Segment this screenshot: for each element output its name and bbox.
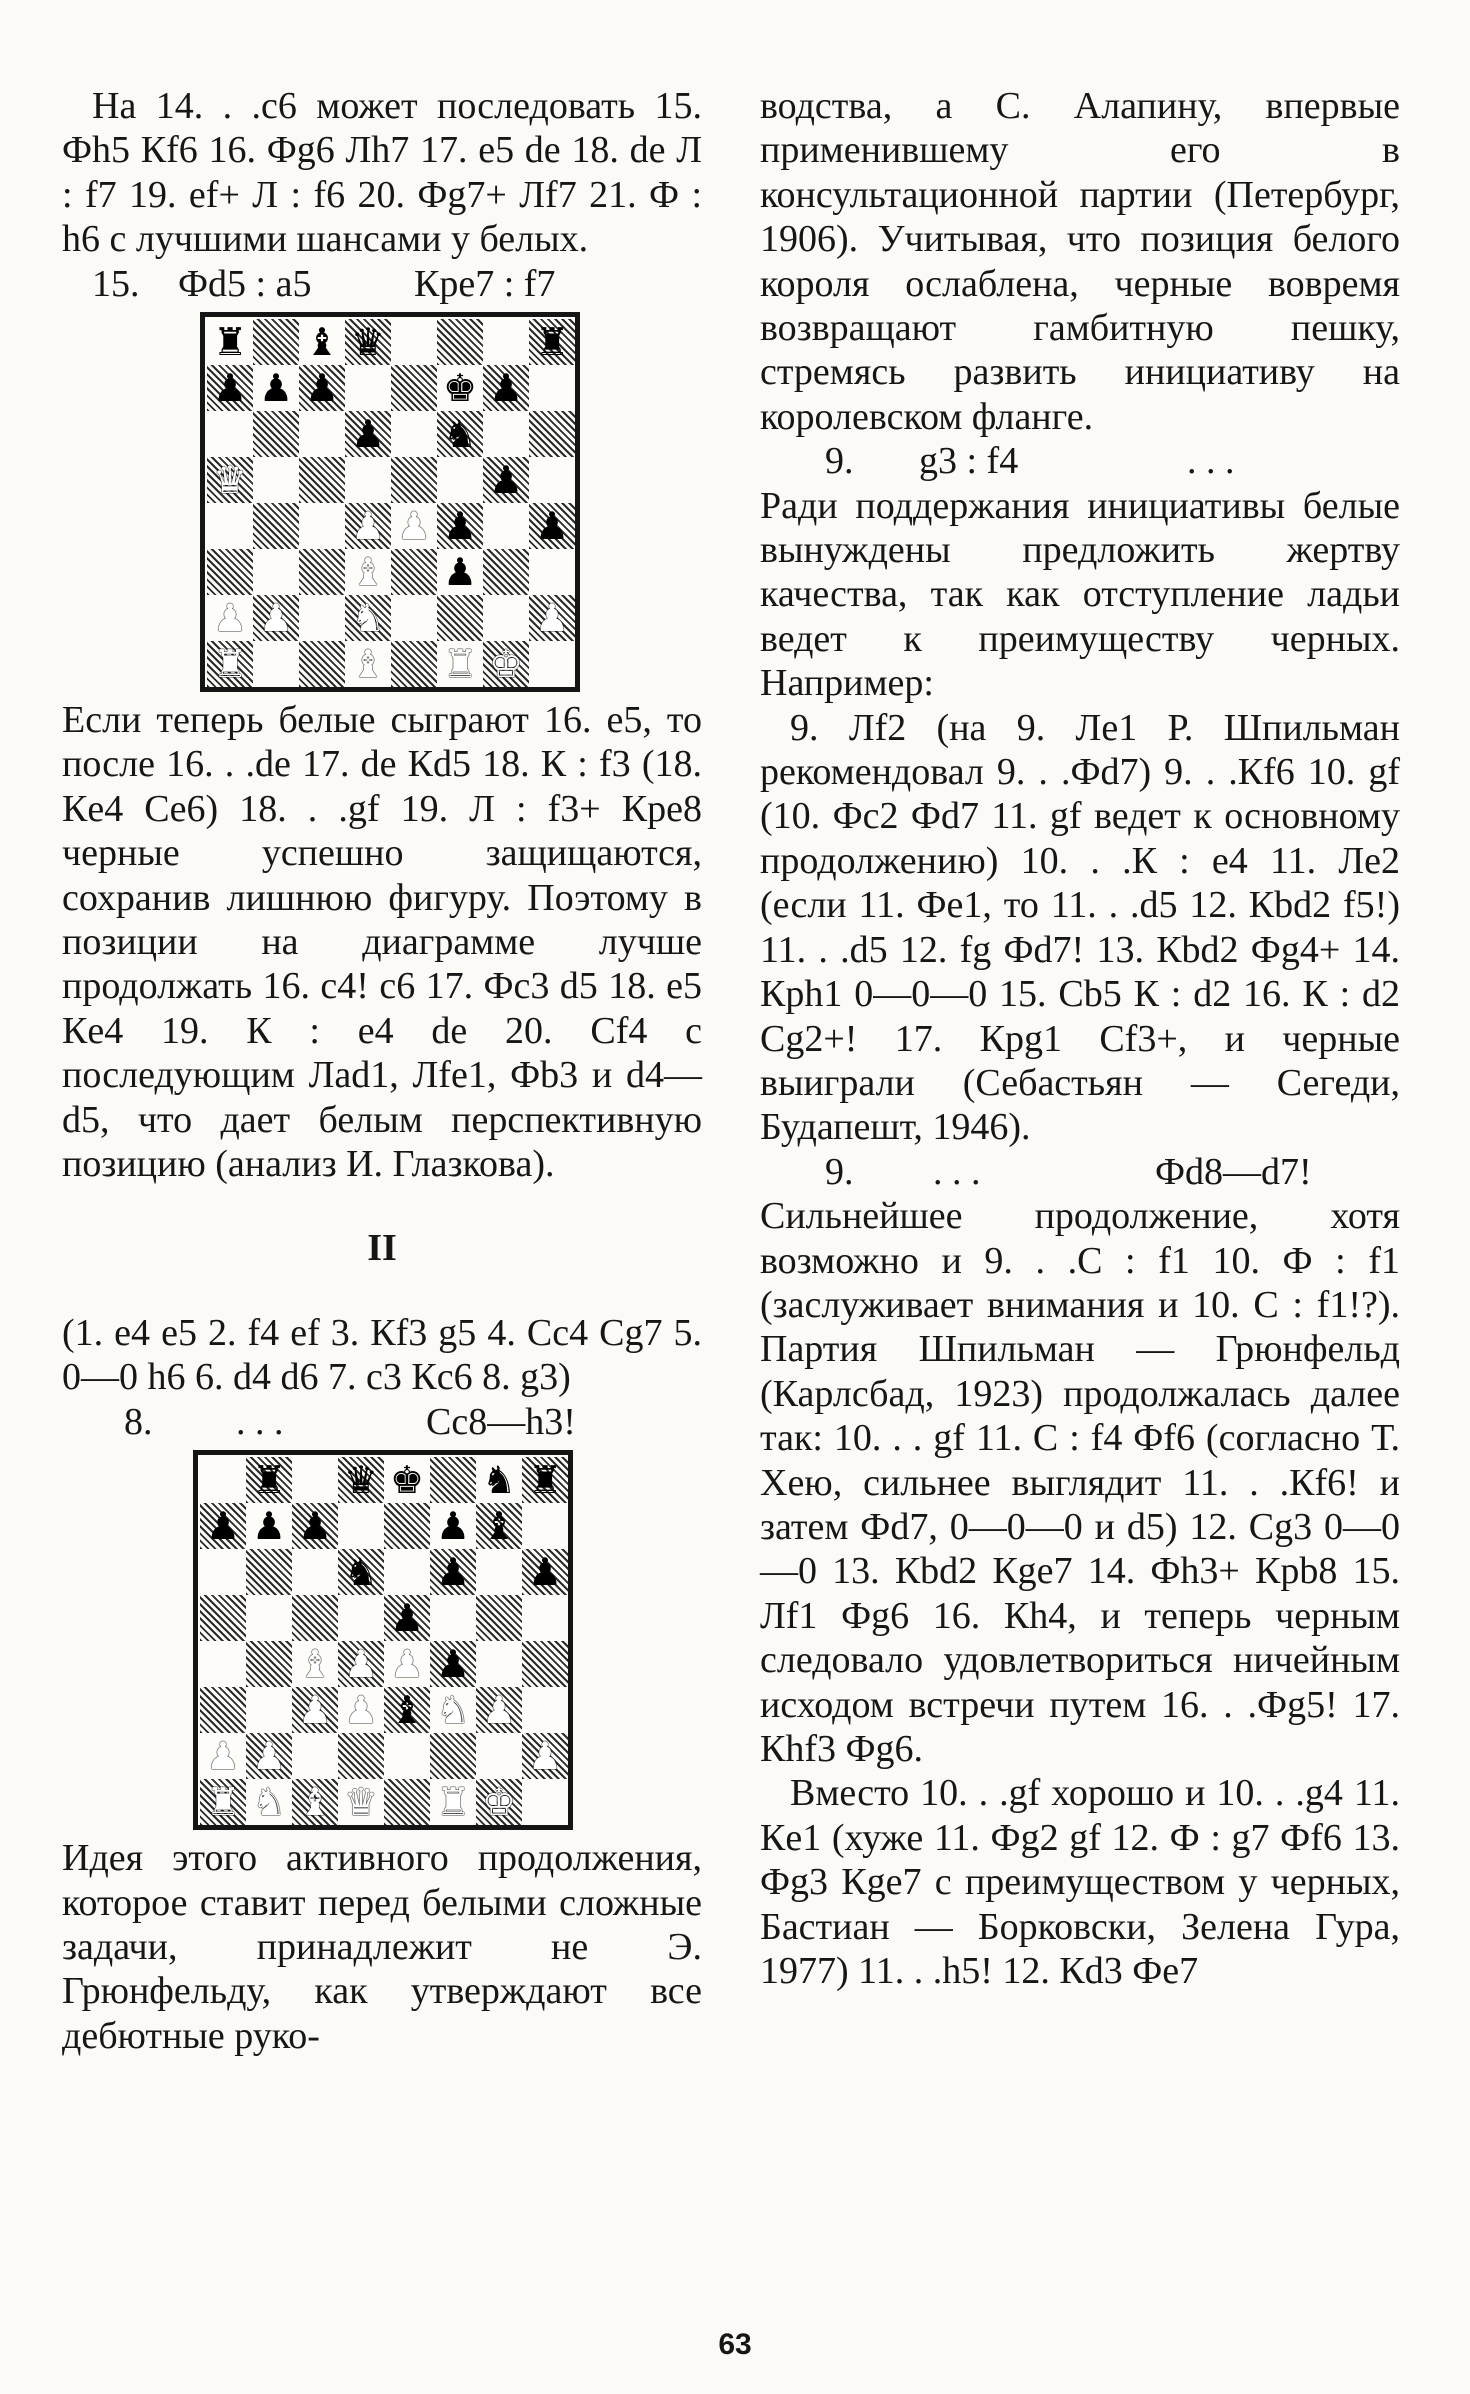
- white-move: g3 : f4: [919, 440, 1019, 483]
- white-pawn-icon: ♟: [350, 504, 386, 549]
- square-g2: [476, 1733, 522, 1779]
- move-number: 9.: [825, 440, 854, 483]
- square-g8: [483, 319, 529, 365]
- black-move: Фd8—d7!: [1155, 1150, 1312, 1193]
- black-pawn-icon: ♟: [488, 458, 524, 503]
- black-bishop-icon: ♝: [389, 1688, 425, 1733]
- black-pawn-icon: ♟: [442, 550, 478, 595]
- paragraph: Вместо 10. . .gf хорошо и 10. . .g4 11. Кe1 (хуже 11. Фg2 gf 12. Ф : g7 Фf6 13. Фg3 Кge7 с преимуществом у черных, Бастиан — Борковски, Зелена Гура, 1977) 11. . .h5! 12. Кd3 Фe7: [760, 1772, 1400, 1993]
- black-knight-icon: ♞: [442, 412, 478, 457]
- section-heading: II: [367, 1227, 397, 1270]
- white-pawn-icon: ♟: [389, 1642, 425, 1687]
- square-a4: [200, 1641, 246, 1687]
- white-pawn-icon: ♟: [481, 1688, 517, 1733]
- square-b4: [253, 503, 299, 549]
- square-a4: [207, 503, 253, 549]
- square-c6: [299, 411, 345, 457]
- black-pawn-icon: ♟: [488, 366, 524, 411]
- square-d7: [345, 365, 391, 411]
- square-e5: [391, 457, 437, 503]
- chess-diagram-1: [200, 312, 580, 692]
- square-g3: [483, 549, 529, 595]
- square-h7: [522, 1503, 568, 1549]
- square-e7: [384, 1503, 430, 1549]
- black-king-icon: ♚: [442, 366, 478, 411]
- paragraph: водства, а С. Алапину, впервые применившему его в консультационной партии (Петербург, 1906). Учитывая, что позиция белого короля ослаблена, черные вовремя возвращают гамбитную пешку, стремясь развить инициативу на королевском фланге.: [760, 85, 1400, 438]
- move-line: [62, 262, 702, 306]
- square-b6: [253, 411, 299, 457]
- move-line: [62, 1400, 702, 1444]
- square-e2: [391, 595, 437, 641]
- move-number: 8.: [124, 1400, 153, 1443]
- page-number: 63: [718, 2328, 752, 2361]
- black-pawn-icon: ♟: [251, 1504, 287, 1549]
- square-h7: [529, 365, 575, 411]
- white-pawn-icon: ♟: [212, 596, 248, 641]
- white-move: . . .: [236, 1400, 284, 1443]
- square-a6: [200, 1549, 246, 1595]
- square-c2: [292, 1733, 338, 1779]
- white-rook-icon: ♜: [212, 642, 248, 687]
- square-c3: [299, 549, 345, 595]
- square-c6: [292, 1549, 338, 1595]
- square-g4: [476, 1641, 522, 1687]
- black-rook-icon: ♜: [534, 320, 570, 365]
- left-column: [62, 84, 702, 2058]
- paragraph: Сильнейшее продолжение, хотя возможно и 9. . .С : f1 10. Ф : f1 (заслуживает внимания и 10. С : f1!?). Партия Шпильман — Грюнфельд (Карлсбад, 1923) продолжалась далее так: 10. . . gf 11. С : f4 Фf6 (согласно Т. Хею, сильнее выглядит 11. . .Кf6! и затем Фd7, 0—0—0 и d5) 12. Сg3 0—0—0 13. Кbd2 Кge7 14. Фh3+ Кpb8 15. Лf1 Фg6 16. Кh4, и теперь черным следовало удовлетвориться ничейным исходом встречи путем 16. . .Фg5! 17. Кhf3 Фg6.: [760, 1195, 1400, 1770]
- square-g2: [483, 595, 529, 641]
- square-f2: [430, 1733, 476, 1779]
- black-pawn-icon: ♟: [442, 504, 478, 549]
- move-line: [760, 1150, 1400, 1194]
- paragraph: (1. e4 e5 2. f4 ef 3. Кf3 g5 4. Сc4 Сg7 5. 0—0 h6 6. d4 d6 7. c3 Кc6 8. g3): [62, 1311, 702, 1399]
- square-d7: [338, 1503, 384, 1549]
- square-f8: [430, 1457, 476, 1503]
- square-c2: [299, 595, 345, 641]
- paragraph: Ради поддержания инициативы белые вынуждены предложить жертву качества, так как отступление ладьи ведет к преимуществу черных. Например:: [760, 484, 1400, 705]
- move-number: 9.: [825, 1150, 854, 1193]
- white-knight-icon: ♞: [251, 1780, 287, 1825]
- white-pawn-icon: ♟: [258, 596, 294, 641]
- square-h6: [529, 411, 575, 457]
- square-a6: [207, 411, 253, 457]
- white-pawn-icon: ♟: [343, 1642, 379, 1687]
- square-c1: [299, 641, 345, 687]
- paragraph: 9. Лf2 (на 9. Лe1 Р. Шпильман рекомендовал 9. . .Фd7) 9. . .Кf6 10. gf (10. Фc2 Фd7 11. gf ведет к основному продолжению) 10. . .К : e4 11. Лe2 (если 11. Фe1, то 11. . .d5 12. Кbd2 f5!) 11. . .d5 12. fg Фd7! 13. Кbd2 Фg4+ 14. Кph1 0—0—0 15. Сb5 К : d2 16. К : d2 Сg2+! 17. Кpg1 Сf3+, и черные выиграли (Себастьян — Сегеди, Будапешт, 1946).: [760, 706, 1400, 1149]
- white-pawn-icon: ♟: [205, 1734, 241, 1779]
- white-move: Фd5 : a5: [178, 262, 312, 305]
- black-pawn-icon: ♟: [212, 366, 248, 411]
- square-e6: [384, 1549, 430, 1595]
- white-rook-icon: ♜: [442, 642, 478, 687]
- square-h5: [529, 457, 575, 503]
- black-pawn-icon: ♟: [350, 412, 386, 457]
- square-a3: [207, 549, 253, 595]
- black-knight-icon: ♞: [343, 1550, 379, 1595]
- black-pawn-icon: ♟: [304, 366, 340, 411]
- square-e2: [384, 1733, 430, 1779]
- square-a5: [200, 1595, 246, 1641]
- square-e3: [391, 549, 437, 595]
- paragraph: Идея этого активного продолжения, которое ставит перед белыми сложные задачи, принадлежит не Э. Грюнфельду, как утверждают все дебютные руко-: [62, 1837, 702, 2057]
- square-f2: [437, 595, 483, 641]
- diagram-2-wrap: [193, 1450, 702, 1830]
- white-bishop-icon: ♝: [350, 550, 386, 595]
- black-pawn-icon: ♟: [205, 1504, 241, 1549]
- square-e8: [391, 319, 437, 365]
- square-d5: [338, 1595, 384, 1641]
- white-bishop-icon: ♝: [297, 1642, 333, 1687]
- black-bishop-icon: ♝: [304, 320, 340, 365]
- paragraph: Если теперь белые сыграют 16. e5, то после 16. . .de 17. de Кd5 18. К : f3 (18. Кe4 Сe6) 18. . .gf 19. Л : f3+ Кpe8 черные успешно защищаются, сохранив лишнюю фигуру. Поэтому в позиции на диаграмме лучше продолжать 16. c4! c6 17. Фc3 d5 18. e5 Кe4 19. К : e4 de 20. Сf4 с последующим Лad1, Лfe1, Фb3 и d4—d5, что дает белым перспективную позицию (анализ И. Глазкова).: [62, 699, 702, 1186]
- white-pawn-icon: ♟: [527, 1734, 563, 1779]
- white-knight-icon: ♞: [435, 1688, 471, 1733]
- square-e1: [384, 1779, 430, 1825]
- black-knight-icon: ♞: [481, 1458, 517, 1503]
- white-rook-icon: ♜: [435, 1780, 471, 1825]
- square-b1: [253, 641, 299, 687]
- white-queen-icon: ♛: [212, 458, 248, 503]
- white-knight-icon: ♞: [350, 596, 386, 641]
- black-king-icon: ♚: [389, 1458, 425, 1503]
- square-e6: [391, 411, 437, 457]
- white-pawn-icon: ♟: [396, 504, 432, 549]
- white-bishop-icon: ♝: [350, 642, 386, 687]
- black-pawn-icon: ♟: [297, 1504, 333, 1549]
- square-b4: [246, 1641, 292, 1687]
- square-f5: [430, 1595, 476, 1641]
- black-pawn-icon: ♟: [435, 1550, 471, 1595]
- black-pawn-icon: ♟: [527, 1550, 563, 1595]
- black-pawn-icon: ♟: [389, 1596, 425, 1641]
- white-queen-icon: ♛: [343, 1780, 379, 1825]
- black-move: . . .: [1187, 440, 1235, 483]
- square-b3: [253, 549, 299, 595]
- black-queen-icon: ♛: [343, 1458, 379, 1503]
- square-c5: [299, 457, 345, 503]
- black-rook-icon: ♜: [527, 1458, 563, 1503]
- square-h5: [522, 1595, 568, 1641]
- square-b5: [253, 457, 299, 503]
- square-a3: [200, 1687, 246, 1733]
- black-rook-icon: ♜: [212, 320, 248, 365]
- paragraph: На 14. . .c6 может последовать 15. Фh5 Кf6 16. Фg6 Лh7 17. e5 de 18. de Л : f7 19. ef+ Л : f6 20. Фg7+ Лf7 21. Ф : h6 с лучшими шансами у белых.: [62, 85, 702, 261]
- black-pawn-icon: ♟: [435, 1504, 471, 1549]
- black-move: Сc8—h3!: [426, 1400, 576, 1443]
- white-bishop-icon: ♝: [297, 1780, 333, 1825]
- white-king-icon: ♚: [488, 642, 524, 687]
- black-queen-icon: ♛: [350, 320, 386, 365]
- black-pawn-icon: ♟: [534, 504, 570, 549]
- black-rook-icon: ♜: [251, 1458, 287, 1503]
- square-e7: [391, 365, 437, 411]
- square-c4: [299, 503, 345, 549]
- square-g4: [483, 503, 529, 549]
- square-b8: [253, 319, 299, 365]
- square-c5: [292, 1595, 338, 1641]
- square-f8: [437, 319, 483, 365]
- square-b6: [246, 1549, 292, 1595]
- white-pawn-icon: ♟: [251, 1734, 287, 1779]
- white-pawn-icon: ♟: [534, 596, 570, 641]
- right-column: [760, 84, 1400, 1993]
- chess-diagram-2: [193, 1450, 573, 1830]
- move-line: [760, 439, 1400, 483]
- black-bishop-icon: ♝: [481, 1504, 517, 1549]
- square-b3: [246, 1687, 292, 1733]
- square-g5: [476, 1595, 522, 1641]
- square-h1: [522, 1779, 568, 1825]
- square-f5: [437, 457, 483, 503]
- square-g6: [483, 411, 529, 457]
- square-a8: [200, 1457, 246, 1503]
- square-h3: [522, 1687, 568, 1733]
- square-e1: [391, 641, 437, 687]
- square-c8: [292, 1457, 338, 1503]
- white-move: . . .: [933, 1150, 981, 1193]
- white-pawn-icon: ♟: [343, 1688, 379, 1733]
- white-king-icon: ♚: [481, 1780, 517, 1825]
- square-h1: [529, 641, 575, 687]
- diagram-1-wrap: [200, 312, 702, 692]
- square-g6: [476, 1549, 522, 1595]
- white-rook-icon: ♜: [205, 1780, 241, 1825]
- black-pawn-icon: ♟: [435, 1642, 471, 1687]
- move-number: 15.: [92, 262, 140, 305]
- square-d5: [345, 457, 391, 503]
- black-pawn-icon: ♟: [258, 366, 294, 411]
- white-pawn-icon: ♟: [297, 1688, 333, 1733]
- square-b5: [246, 1595, 292, 1641]
- square-h4: [522, 1641, 568, 1687]
- square-d2: [338, 1733, 384, 1779]
- square-h3: [529, 549, 575, 595]
- black-move: Кpe7 : f7: [414, 262, 556, 305]
